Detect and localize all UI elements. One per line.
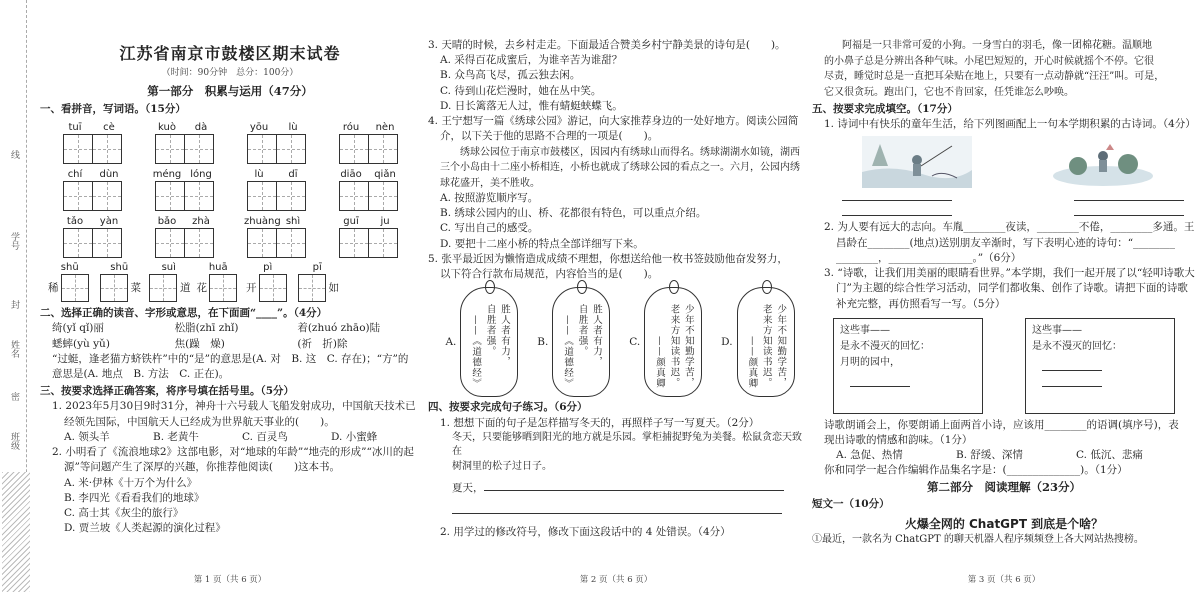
answer-prefix: 夏天，: [452, 482, 484, 495]
pinyin-syllable: chí: [67, 169, 83, 181]
question-text: 2. 为人要有远大的志向。车胤________夜读，________不倦，________多通。王: [824, 221, 1195, 234]
page-footer: 第 2 页（共 6 页）: [579, 574, 653, 585]
pinyin-label: [60, 215, 124, 228]
given-char: 道: [180, 281, 191, 294]
pinyin-syllable: dùn: [99, 169, 119, 181]
passage-line: 它又很贪玩。跑出门，它也不肯回家，任凭谁怎么吵唤。: [824, 86, 1074, 98]
question-text: 门”为主题的综合性学习活动，同学们都收集、创作了诗歌。请把下面的诗歌: [836, 282, 1188, 295]
pinyin-label: [60, 121, 124, 134]
fill-in-item: [147, 261, 191, 302]
given-char: 开: [246, 281, 257, 294]
passage-line: 的小鼻子总是分辨出各种气味。小尾巴短短的，开心时候就摇个不停。它很: [824, 55, 1154, 67]
writing-box[interactable]: [209, 274, 237, 302]
option[interactable]: D. 贾兰坡《人类起源的演化过程》: [64, 522, 226, 535]
given-char: 如: [328, 281, 339, 294]
pinyin-syllable: diāo: [340, 169, 362, 181]
question-text: ________，________________。”（6分）: [836, 251, 1022, 264]
bookmark-text: 自胜者强。: [484, 304, 496, 357]
option[interactable]: A. 急促、热情: [836, 449, 903, 462]
writing-box[interactable]: [368, 181, 398, 211]
question-text: 2. 小明看了《流浪地球2》这部电影，对“地球的年龄”“地壳的形成”“冰川的起: [52, 446, 414, 459]
pinyin-word: [60, 215, 124, 258]
pinyin-syllable: shì: [285, 216, 301, 228]
bookmark: [644, 287, 702, 397]
binding-label: 线: [9, 150, 19, 159]
pinyin-syllable: qiǎn: [374, 169, 396, 181]
pinyin-label: suì: [161, 262, 176, 274]
poem-line: 这些事——: [840, 324, 890, 336]
answer-line[interactable]: [428, 503, 804, 519]
pinyin-label: [60, 168, 124, 181]
pinyin-word: [60, 121, 124, 164]
option[interactable]: A. 采得百花成蜜后，为谁辛苦为谁甜？: [440, 54, 623, 67]
fill-in-item: [246, 261, 290, 302]
passage-line: 阿福是一只非常可爱的小狗。一身雪白的羽毛，像一团棉花糖。温顺地: [842, 40, 1152, 51]
writing-box[interactable]: [184, 134, 214, 164]
bookmark-text: 胜人者有力，: [499, 304, 511, 368]
poem-line: 这些事——: [1032, 324, 1082, 336]
pinyin-syllable: bǎo: [157, 216, 177, 228]
option[interactable]: C. 百灵鸟: [242, 430, 288, 443]
writing-box[interactable]: [276, 134, 306, 164]
bookmark-options: [428, 286, 804, 398]
bookmark-option[interactable]: [445, 286, 518, 398]
pinyin-syllable: ju: [380, 216, 390, 228]
writing-box[interactable]: [368, 228, 398, 258]
writing-box[interactable]: [339, 134, 369, 164]
writing-box[interactable]: [368, 134, 398, 164]
poem-box-2: [1025, 318, 1175, 414]
choice-item[interactable]: 蟋蟀(yù yǔ): [52, 337, 110, 350]
writing-box[interactable]: [155, 181, 185, 211]
pinyin-syllable: tǎo: [66, 216, 84, 228]
option[interactable]: C. 待到山花烂漫时，她在丛中笑。: [440, 84, 602, 97]
pinyin-label: shū: [60, 262, 79, 274]
writing-box[interactable]: [63, 181, 93, 211]
given-char: 稀: [48, 281, 59, 294]
pinyin-word: [152, 215, 216, 258]
option[interactable]: C. 高士其《灰尘的旅行》: [64, 506, 184, 519]
pinyin-row: [40, 168, 420, 211]
pinyin-label: [152, 168, 216, 181]
fill-in-row: [40, 261, 420, 302]
option[interactable]: B. 众鸟高飞尽，孤云独去闲。: [440, 69, 581, 82]
writing-box[interactable]: [92, 228, 122, 258]
pinyin-syllable: zhà: [192, 216, 210, 228]
illustrations: [812, 136, 1196, 188]
question-text: 以下符合行款布局规范，内容恰当的是( )。: [440, 268, 659, 281]
article-text: ①最近，一款名为 ChatGPT 的聊天机器人程序频频登上各大网站热搜榜。: [812, 533, 1144, 545]
bookmark-text: 少年不知勤学苦，: [775, 304, 787, 389]
pinyin-label: [336, 168, 400, 181]
writing-box[interactable]: [61, 274, 89, 302]
pinyin-label: [336, 215, 400, 228]
page-3: [812, 0, 1196, 592]
option[interactable]: B. 老黄牛: [153, 430, 199, 443]
poem-line: 是永不漫灭的回忆：: [840, 340, 930, 352]
pinyin-grid: [40, 121, 420, 258]
bookmark-option[interactable]: [629, 286, 702, 398]
bookmark: [737, 287, 795, 397]
fill-in-item: [48, 261, 92, 302]
section-heading: 三、按要求选择正确答案，将序号填在括号里。（5分）: [40, 385, 295, 398]
writing-box[interactable]: [184, 181, 214, 211]
example-text: 树洞里的松子过日子。: [452, 460, 552, 472]
pinyin-word: [152, 168, 216, 211]
part-heading: 第二部分 阅读理解（23分）: [926, 479, 1081, 494]
answer-lines: [812, 192, 1196, 201]
writing-box[interactable]: [259, 274, 287, 302]
question-text: 意思是(A. 地点 B. 方法 C. 正在)。: [52, 368, 230, 380]
fill-in-item: [98, 261, 142, 302]
pinyin-label: huā: [208, 262, 228, 274]
given-char: 菜: [130, 281, 141, 294]
page-footer: 第 1 页（共 6 页）: [193, 574, 267, 585]
bookmark-text: 老来方知读书迟。: [760, 304, 772, 389]
passage-line: 尽责，睡觉时总是一直把耳朵贴在地上，只要有一点动静就“汪汪”叫。可是，: [824, 71, 1165, 82]
question-text: 1. 诗词中有快乐的童年生活，给下列图画配上一句本学期积累的古诗词。（4分）: [824, 118, 1196, 131]
pinyin-syllable: méng: [152, 169, 182, 181]
writing-box[interactable]: [298, 274, 326, 302]
options-row: [812, 448, 1196, 463]
choice-item[interactable]: 着(zhuó zhāo)陆: [297, 322, 381, 335]
option-letter: C.: [629, 335, 641, 348]
given-char: 花: [196, 281, 207, 294]
option[interactable]: D. 小蜜蜂: [331, 430, 378, 443]
pinyin-syllable: yàn: [99, 216, 119, 228]
option-letter: B.: [537, 335, 549, 348]
section-heading: 五、按要求完成填空。（17分）: [812, 103, 958, 115]
part-heading: 第一部分 积累与运用（47分）: [147, 84, 313, 99]
pinyin-syllable: dī: [288, 169, 298, 181]
answer-blank[interactable]: [842, 192, 952, 201]
bookmark-text: ——颜真卿: [654, 335, 666, 389]
bookmark-text: ——颜真卿: [746, 335, 758, 389]
writing-box[interactable]: [155, 134, 185, 164]
option[interactable]: B. 绣球公园内的山、桥、花都很有特色，可以重点介绍。: [440, 207, 707, 220]
question-text: 3. 天晴的时候，去乡村走走。下面最适合赞美乡村宁静美景的诗句是( )。: [428, 39, 786, 51]
answer-blank[interactable]: [842, 207, 952, 216]
answer-blank[interactable]: [1074, 192, 1184, 201]
page-footer: 第 3 页（共 6 页）: [967, 574, 1041, 585]
question-text: 1. 想想下面的句子是怎样描写冬天的，再照样子写一写夏天。（2分）: [440, 416, 760, 429]
pinyin-syllable: dà: [194, 122, 208, 134]
pinyin-syllable: róu: [342, 122, 360, 134]
option[interactable]: A. 米·伊林《十万个为什么》: [64, 476, 198, 489]
children-fishing-illustration: [862, 136, 972, 188]
question-text: 4. 王宁想写一篇《绣球公园》游记，向大家推荐身边的一处好地方。阅读公园简: [428, 115, 799, 128]
poem-boxes: [812, 318, 1196, 414]
option[interactable]: D. 要把十二座小桥的特点全部详细写下来。: [440, 237, 644, 250]
writing-box[interactable]: [63, 228, 93, 258]
section-heading: 二、选择正确的读音、字形或意思，在下面画“____”。（4分）: [40, 307, 328, 320]
pinyin-syllable: nèn: [375, 122, 395, 134]
question-text: 5. 张平最近因为懒惰造成成绩不理想，你想送给他一枚书签鼓励他奋发努力，: [428, 252, 788, 265]
choice-item[interactable]: 松脂(zhī zhǐ): [174, 322, 239, 335]
question-text: 经领先国际，中国航天人已经成为世界航天事业的( )。: [64, 415, 335, 428]
writing-box[interactable]: [339, 228, 369, 258]
option[interactable]: A. 领头羊: [64, 430, 110, 443]
option[interactable]: C. 低沉、悲痛: [1076, 449, 1143, 462]
pinyin-word: [336, 121, 400, 164]
option[interactable]: B. 李四光《看看我们的地球》: [64, 491, 205, 504]
writing-box[interactable]: [247, 228, 277, 258]
binding-label: 班级: [9, 432, 19, 450]
option-letter: D.: [721, 335, 733, 348]
writing-box[interactable]: [247, 181, 277, 211]
writing-box[interactable]: [155, 228, 185, 258]
choice-row: [40, 337, 420, 352]
binding-label: 学号: [9, 232, 19, 250]
binding-label: 封: [9, 300, 19, 309]
pinyin-syllable: cè: [103, 122, 115, 134]
choice-row: [40, 321, 420, 336]
answer-line[interactable]: [428, 480, 804, 496]
pinyin-syllable: lóng: [190, 169, 212, 181]
question-text: 1. 2023年5月30日9时31分，神舟十六号载人飞船发射成功，中国航天技术已: [52, 400, 416, 413]
pinyin-word: [244, 168, 308, 211]
pinyin-label: pì: [263, 262, 273, 274]
question-text: “过蜓，逢老猫方蛴铁杵”中的“是”的意思是(A. 对 B. 这 C. 存在)；“方”的: [52, 352, 409, 365]
binding-margin: [0, 0, 34, 592]
pinyin-label: [152, 215, 216, 228]
passage-heading: 短文一（10分）: [812, 498, 890, 511]
bookmark-option[interactable]: [721, 286, 794, 398]
poem-blank[interactable]: [850, 376, 910, 387]
poem-line: 月明的园中，: [840, 356, 900, 368]
question-text: 2. 用学过的修改符号，修改下面这段话中的 4 处错误。（4分）: [440, 525, 731, 538]
question-text: 3. “诗歌，让我们用美丽的眼睛看世界。”本学期，我们一起开展了以“轻叩诗歌大: [824, 267, 1195, 280]
pinyin-syllable: lù: [288, 122, 298, 134]
writing-box[interactable]: [276, 228, 306, 258]
option[interactable]: C. 写出自己的感受。: [440, 222, 539, 235]
option[interactable]: A. 按照游览顺序写。: [440, 192, 539, 205]
hatched-area: [2, 472, 30, 592]
pinyin-row: [40, 121, 420, 164]
fill-in-item: [197, 261, 241, 302]
bookmark-text: 老来方知读书迟。: [668, 304, 680, 389]
pinyin-syllable: tuī: [68, 122, 82, 134]
bookmark-text: ——《道德经》: [470, 314, 482, 389]
pinyin-syllable: kuò: [158, 122, 176, 134]
question-text: 源”等问题产生了深厚的兴趣，你推荐他阅读( )这本书。: [64, 461, 341, 474]
bookmark-text: 自胜者强。: [576, 304, 588, 357]
choice-item[interactable]: 焦(躁 燥): [174, 337, 225, 350]
pinyin-word: [152, 121, 216, 164]
pinyin-word: [336, 168, 400, 211]
question-text: 你和同学一起合作编辑作品集名字是：(______________)。（1分）: [824, 464, 1128, 477]
answer-blank[interactable]: [1074, 207, 1184, 216]
lotus-pond-illustration: [1048, 136, 1158, 188]
exam-subtitle: （时间：90分钟 总分：100分）: [161, 68, 299, 79]
question-text: 介，以下关于他的思路不合理的一项是( )。: [440, 130, 659, 143]
pinyin-label: [336, 121, 400, 134]
pinyin-label: pī: [312, 262, 322, 274]
bookmark-text: 胜人者有力，: [591, 304, 602, 368]
bookmark: [460, 287, 518, 397]
option-letter: A.: [445, 335, 457, 348]
bookmark-text: ——《道德经》: [562, 314, 574, 389]
question-text: 诗歌朗诵会上，你要朗诵上面两首小诗，应该用________的语调(填序号)，表: [824, 418, 1179, 431]
pinyin-syllable: yōu: [249, 122, 269, 134]
pinyin-word: [244, 121, 308, 164]
bookmark-text: 少年不知勤学苦，: [682, 304, 694, 389]
pinyin-syllable: guī: [343, 216, 359, 228]
binding-label: 密: [9, 392, 19, 401]
poem-blank[interactable]: [1042, 376, 1102, 387]
question-text: 昌龄在________(地点)送别朋友辛渐时，写下表明心迹的诗句：“________: [836, 236, 1176, 249]
writing-box[interactable]: [92, 181, 122, 211]
choice-item[interactable]: 绮(yǐ qǐ)丽: [52, 322, 104, 335]
pinyin-label: [152, 121, 216, 134]
options-row: [40, 430, 420, 445]
writing-box[interactable]: [276, 181, 306, 211]
reading-passage: 绣球公园位于南京市鼓楼区，因园内有绣球山而得名。绣球湖湖水如镜，湖西三个小岛由十二座小桥相连，小桥也就成了绣球公园的看点之一。六月，公园内绣球花盛开，美不胜收。: [440, 146, 800, 189]
writing-box[interactable]: [247, 134, 277, 164]
writing-box[interactable]: [92, 134, 122, 164]
pinyin-word: [336, 215, 400, 258]
writing-box[interactable]: [100, 274, 128, 302]
pinyin-label: [244, 215, 308, 228]
binding-label: 姓名: [9, 340, 19, 358]
pinyin-label: shū: [110, 262, 129, 274]
answer-lines: [812, 207, 1196, 216]
bookmark: [552, 287, 610, 397]
writing-box[interactable]: [149, 274, 177, 302]
page-2: [428, 0, 804, 592]
article-title: 火爆全网的 ChatGPT 到底是个啥？: [904, 516, 1104, 531]
page-1: [40, 0, 420, 592]
option[interactable]: D. 日长篱落无人过，惟有蜻蜓蛱蝶飞。: [440, 99, 623, 112]
pinyin-syllable: zhuàng: [244, 216, 281, 228]
section-heading: 一、看拼音，写词语。（15分）: [40, 102, 186, 115]
exam-title: 江苏省南京市鼓楼区期末试卷: [119, 44, 341, 63]
writing-box[interactable]: [339, 181, 369, 211]
bookmark-option[interactable]: [537, 286, 610, 398]
poem-line: 是永不漫灭的回忆：: [1032, 340, 1122, 352]
pinyin-word: [244, 215, 308, 258]
pinyin-label: [244, 168, 308, 181]
pinyin-row: [40, 215, 420, 258]
option[interactable]: B. 舒缓、深情: [956, 449, 1023, 462]
choice-item[interactable]: (祈 折)除: [297, 337, 348, 350]
pinyin-label: [244, 121, 308, 134]
fill-in-item: [296, 261, 340, 302]
question-text: 现出诗歌的情感和韵味。（1分）: [824, 433, 973, 446]
poem-box-1: [833, 318, 983, 414]
question-text: 补充完整，再仿照看写一写。（5分）: [836, 297, 1006, 310]
example-text: 冬天，只要能够晒到阳光的地方就是乐园。掌柜捕捉野兔为美餐。松鼠贪恋天致在: [452, 431, 802, 458]
pinyin-syllable: lù: [254, 169, 264, 181]
writing-box[interactable]: [184, 228, 214, 258]
poem-blank[interactable]: [1042, 360, 1102, 371]
pinyin-word: [60, 168, 124, 211]
writing-box[interactable]: [63, 134, 93, 164]
section-heading: 四、按要求完成句子练习。（6分）: [428, 401, 588, 414]
